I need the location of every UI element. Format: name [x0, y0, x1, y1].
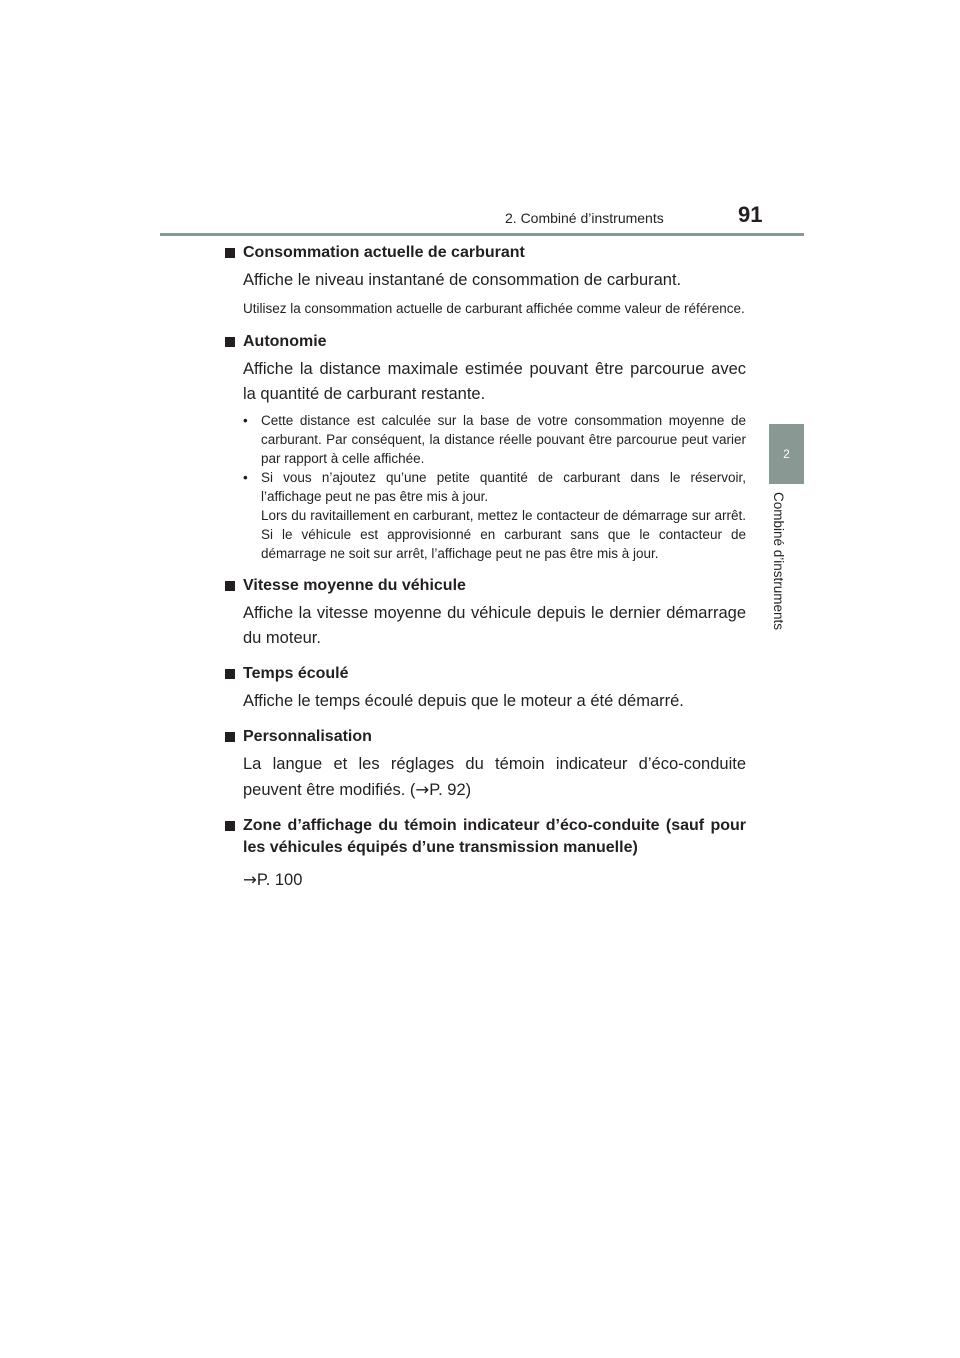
section-title: Zone d’affichage du témoin indicateur d’éco-conduite (sauf pour les véhicules équipés d’une transmission manuelle): [243, 817, 746, 856]
body-text: ): [465, 781, 472, 799]
arrow-right-icon: →: [243, 870, 257, 889]
square-bullet-icon: [225, 581, 235, 591]
square-bullet-icon: [225, 732, 235, 742]
section-note: Utilisez la consommation actuelle de carburant affichée comme valeur de référence.: [243, 301, 745, 316]
section-title: Temps écoulé: [243, 665, 349, 682]
section-heading: [225, 575, 746, 597]
section-body: Affiche la distance maximale estimée pouvant être parcourue avec la quantité de carburant restante.: [243, 360, 746, 403]
section-heading: [225, 331, 746, 353]
body-text: La langue et les réglages du témoin indicateur d’éco-conduite peuvent être modifiés. (: [243, 755, 746, 799]
bullet-dot-icon: •: [243, 413, 248, 428]
page-reference-link[interactable]: P. 92: [429, 781, 466, 799]
section-title: Personnalisation: [243, 728, 372, 745]
list-item-text: Cette distance est calculée sur la base de votre consommation moyenne de carburant. Par conséquent, la distance réelle pouvant être parcourue peut varier par rapport à celle affichée.: [261, 413, 746, 466]
section-body: [225, 867, 746, 893]
section-heading: [225, 726, 746, 748]
page-reference-link[interactable]: P. 100: [256, 871, 303, 889]
list-item-text: Lors du ravitaillement en carburant, mettez le contacteur de démarrage sur arrêt. Si le véhicule est approvisionné en carburant sans que le contacteur de démarrage ne soit sur arrêt, l’affichage peut ne pas être mis à jour.: [261, 508, 746, 561]
section-body: Affiche le temps écoulé depuis que le moteur a été démarré.: [243, 692, 684, 710]
running-header-section: 2. Combiné d’instruments: [505, 210, 664, 226]
header-divider: [160, 233, 804, 236]
list-item: [243, 411, 746, 468]
section-body: [225, 752, 746, 803]
main-content: [225, 242, 746, 893]
section-heading: [225, 242, 746, 264]
list-item-text: Si vous n’ajoutez qu’une petite quantité de carburant dans le réservoir, l’affichage peut ne pas être mis à jour.: [261, 470, 746, 504]
note-bullet-list: [225, 411, 746, 563]
square-bullet-icon: [225, 821, 235, 831]
square-bullet-icon: [225, 669, 235, 679]
section-title: Consommation actuelle de carburant: [243, 244, 525, 261]
page-number: 91: [738, 202, 763, 227]
section-body: Affiche le niveau instantané de consommation de carburant.: [243, 271, 682, 289]
section-heading: [225, 815, 746, 859]
square-bullet-icon: [225, 337, 235, 347]
list-item: [243, 468, 746, 506]
section-title: Autonomie: [243, 333, 327, 350]
square-bullet-icon: [225, 248, 235, 258]
chapter-tab-number: 2: [783, 447, 790, 461]
arrow-right-icon: →: [415, 780, 430, 799]
chapter-tab-label: Combiné d’instruments: [771, 492, 786, 631]
section-heading: [225, 663, 746, 685]
section-title: Vitesse moyenne du véhicule: [243, 577, 466, 594]
bullet-dot-icon: •: [243, 470, 248, 485]
chapter-tab[interactable]: [769, 424, 804, 484]
section-body: Affiche la vitesse moyenne du véhicule depuis le dernier démarrage du moteur.: [243, 604, 746, 647]
list-item-continuation: [243, 506, 746, 563]
